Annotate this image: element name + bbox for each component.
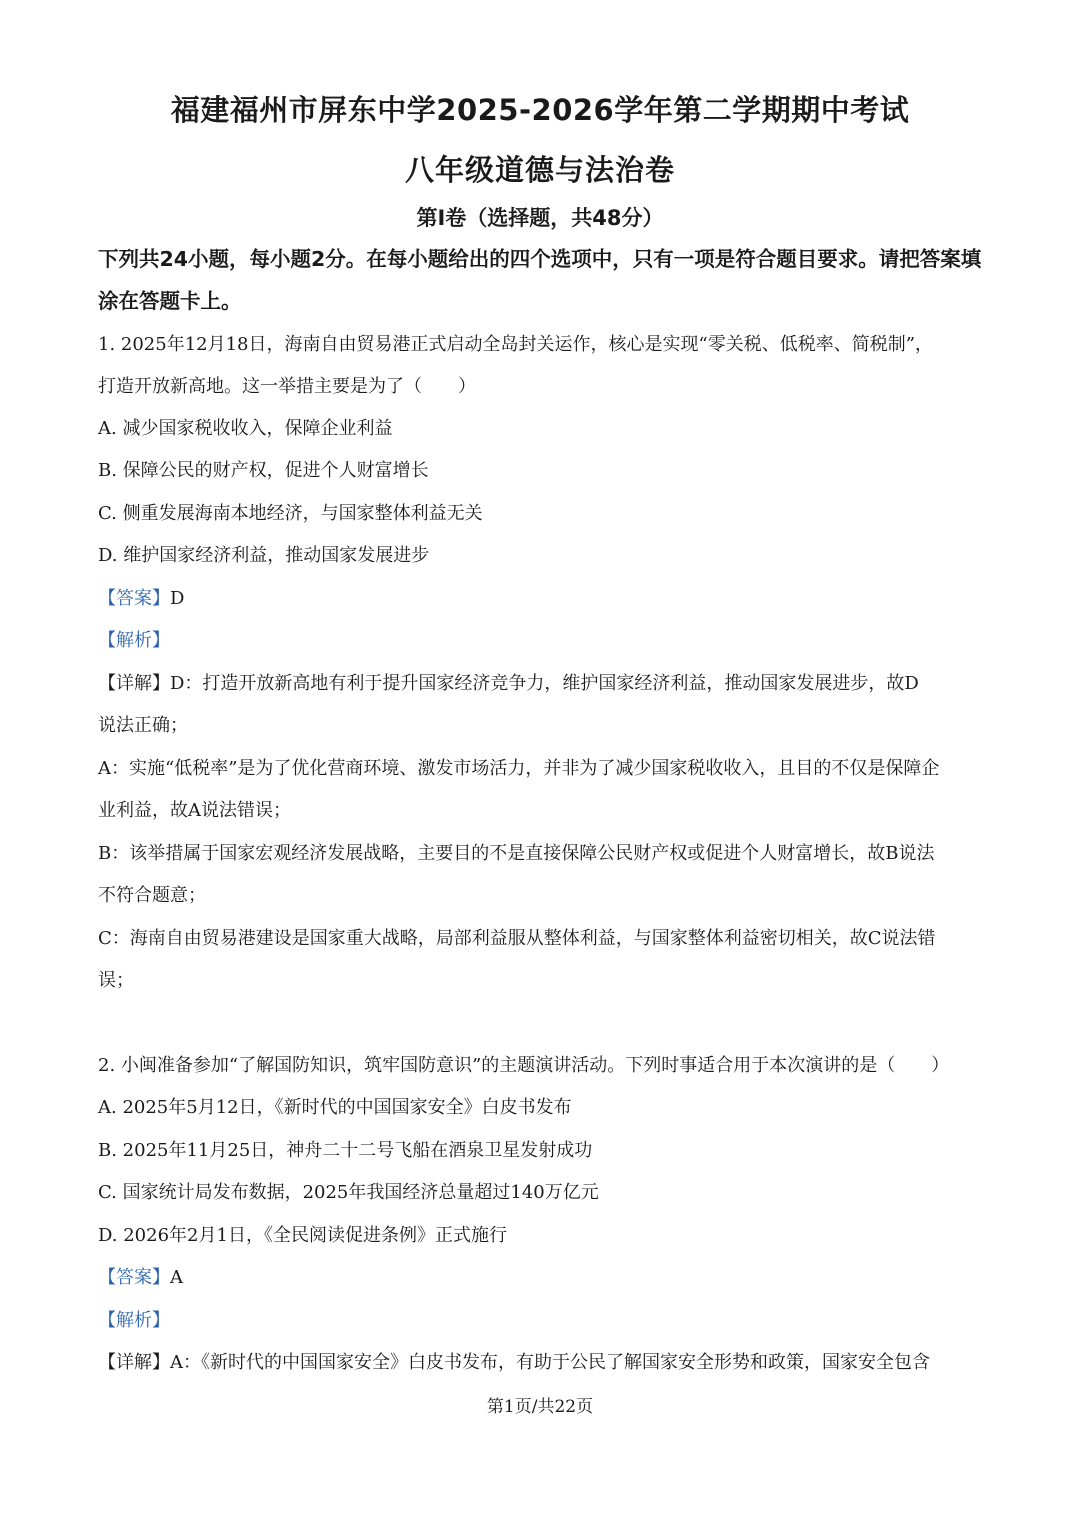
q2-stem: 2. 小闽准备参加“了解国防知识，筑牢国防意识”的主题演讲活动。下列时事适合用于本次演讲的是（ ） bbox=[98, 1055, 950, 1076]
instructions: 下列共24小题，每小题2分。在每小题给出的四个选项中，只有一项是符合题目要求。请把答案填涂在答题卡上。 bbox=[98, 247, 982, 313]
q1-detail-line5: B：该举措属于国家宏观经济发展战略，主要目的不是直接保障公民财产权或促进个人财富增长，故B说法 bbox=[98, 843, 935, 864]
detail-label: 【详解】 bbox=[98, 673, 170, 694]
q1-stem-line1: 1. 2025年12月18日，海南自由贸易港正式启动全岛封关运作，核心是实现“零关税、低税率、简税制”， bbox=[98, 334, 933, 355]
exam-subtitle: 八年级道德与法治卷 bbox=[404, 153, 675, 187]
q1-stem-line2: 打造开放新高地。这一举措主要是为了（ ） bbox=[98, 376, 476, 397]
q2-option-a: A. 2025年5月12日，《新时代的中国国家安全》白皮书发布 bbox=[98, 1097, 572, 1118]
detail-text: A：《新时代的中国国家安全》白皮书发布，有助于公民了解国家安全形势和政策，国家安全包含 bbox=[170, 1352, 930, 1373]
q2-option-c: C. 国家统计局发布数据，2025年我国经济总量超过140万亿元 bbox=[98, 1182, 599, 1203]
page-footer: 第1页/共22页 bbox=[486, 1397, 594, 1417]
exam-title: 福建福州市屏东中学2025-2026学年第二学期期中考试 bbox=[170, 93, 910, 127]
detail-text: D：打造开放新高地有利于提升国家经济竞争力，维护国家经济利益，推动国家发展进步，故D bbox=[170, 673, 919, 694]
q1-analysis-label: 【解析】 bbox=[98, 630, 170, 651]
q1-answer bbox=[98, 587, 988, 611]
q1-detail-line7: C：海南自由贸易港建设是国家重大战略，局部利益服从整体利益，与国家整体利益密切相关，故C说法错 bbox=[98, 928, 936, 949]
q1-option-b: B. 保障公民的财产权，促进个人财富增长 bbox=[98, 460, 429, 481]
q2-option-b: B. 2025年11月25日，神舟二十二号飞船在酒泉卫星发射成功 bbox=[98, 1140, 593, 1161]
detail-label: 【详解】 bbox=[98, 1352, 170, 1373]
answer-label: 【答案】 bbox=[98, 588, 170, 609]
section-heading: 第Ⅰ卷（选择题，共48分） bbox=[416, 206, 664, 230]
q1-detail-line3: A：实施“低税率”是为了优化营商环境、激发市场活力，并非为了减少国家税收收入，且目的不仅是保障企 bbox=[98, 758, 940, 779]
q1-detail-line8: 误； bbox=[98, 970, 134, 991]
q2-detail-line1 bbox=[98, 1351, 988, 1375]
q1-detail-line6: 不符合题意； bbox=[98, 885, 206, 906]
q2-answer bbox=[98, 1266, 988, 1290]
q1-option-a: A. 减少国家税收收入，保障企业利益 bbox=[98, 418, 393, 439]
q1-option-c: C. 侧重发展海南本地经济，与国家整体利益无关 bbox=[98, 503, 483, 524]
q2-option-d: D. 2026年2月1日，《全民阅读促进条例》正式施行 bbox=[98, 1225, 507, 1246]
q2-analysis-label: 【解析】 bbox=[98, 1310, 170, 1331]
answer-value: D bbox=[170, 588, 185, 609]
q1-detail-line1 bbox=[98, 672, 988, 696]
q1-detail-line4: 业利益，故A说法错误； bbox=[98, 800, 291, 821]
q1-detail-line2: 说法正确； bbox=[98, 715, 188, 736]
q1-option-d: D. 维护国家经济利益，推动国家发展进步 bbox=[98, 545, 430, 566]
answer-value: A bbox=[170, 1267, 183, 1288]
answer-label: 【答案】 bbox=[98, 1267, 170, 1288]
